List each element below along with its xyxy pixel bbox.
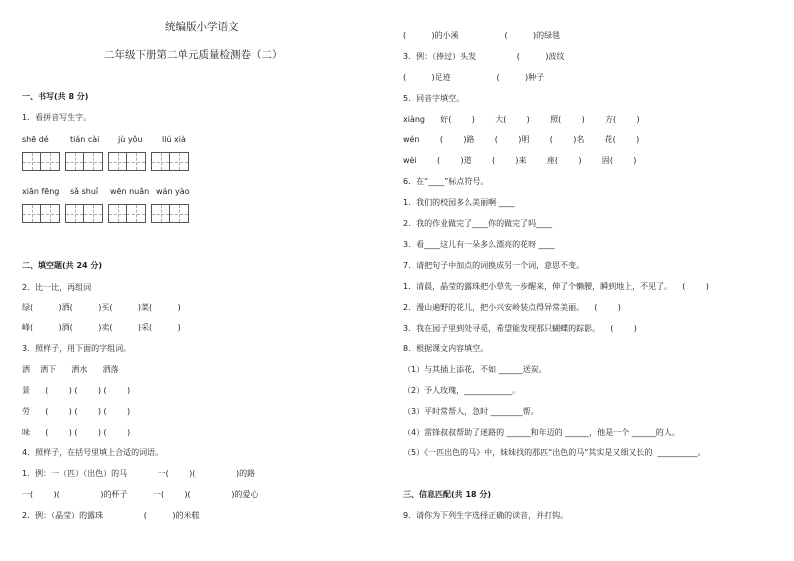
question-2: 2．比一比，再组词 (22, 283, 92, 292)
q5-row-3[interactable]: wèi ( )道 ( )来 座( ) 固( ) (403, 156, 637, 165)
q5-row-1[interactable]: xiàng 好( ) 大( ) 照( ) 方( ) (403, 115, 640, 124)
section-writing: 一、书写(共 8 分) (22, 92, 89, 101)
q4-row[interactable]: 一( )( )的杯子 一( )( )的爱心 (22, 490, 259, 499)
question-1: 1．看拼音写生字。 (22, 113, 92, 122)
r-row-3[interactable]: ( )足迹 ( )种子 (403, 73, 545, 82)
writing-box[interactable] (108, 152, 146, 171)
pinyin-label: tián cài (70, 135, 100, 144)
question-8: 8．根据课文内容填空。 (403, 344, 489, 353)
q4-example-2[interactable]: 2．例：（晶莹）的露珠 ( )的米糕 (22, 511, 200, 520)
q3-example: 洒 洒下 洒水 洒落 (22, 365, 119, 374)
writing-box[interactable] (22, 204, 60, 223)
question-4: 4．照样子，在括号里填上合适的词语。 (22, 448, 164, 457)
question-5: 5．同音字填空。 (403, 94, 465, 103)
r-row-2[interactable]: 3．例：（捧过）头发 ( )波纹 (403, 52, 565, 61)
q8-item-4[interactable]: （4）雷锋叔叔帮助了迷路的 ______和年迈的 ______，他是一个 ______的人。 (403, 428, 680, 437)
pinyin-label: wēn nuǎn (110, 187, 150, 196)
q6-item-3[interactable]: 3．看____这儿有一朵多么漂亮的花呀 ____ (403, 240, 555, 249)
pinyin-label: xiān fēng (22, 187, 60, 196)
question-9: 9．请你为下列生字选择正确的读音，并打钩。 (403, 511, 569, 520)
q2-row-1[interactable]: 绿( )洒( )买( )菜( ) (22, 303, 181, 312)
q7-item-2[interactable]: 2．漫山遍野的花儿，把小兴安岭装点得异常美丽。 ( ) (403, 303, 621, 312)
q6-item-2[interactable]: 2．我的作业做完了____你的做完了吗____ (403, 219, 553, 228)
q8-item-1[interactable]: （1）与其插上添花，不如 ______送炭。 (403, 365, 547, 374)
writing-box[interactable] (108, 204, 146, 223)
pinyin-label: shē dé (22, 135, 49, 144)
r-row-1[interactable]: ( )的小溪 ( )的绿毯 (403, 31, 561, 40)
question-6: 6．在“____”标点符号。 (403, 177, 489, 186)
pinyin-label: jù yǒu (118, 135, 143, 144)
q7-item-3[interactable]: 3．我在园子里到处寻觅，希望能发现那只蝴蝶的踪影。 ( ) (403, 324, 637, 333)
doc-title-line1: 统编版小学语文 (165, 21, 239, 33)
question-7: 7．请把句子中加点的词换成另一个词，意思不变。 (403, 261, 585, 270)
section-fill-blank: 二、填空题(共 24 分) (22, 261, 103, 270)
q2-row-2[interactable]: 峰( )酒( )卖( )采( ) (22, 323, 181, 332)
section-matching: 三、信息匹配(共 18 分) (403, 490, 492, 499)
writing-box[interactable] (65, 204, 103, 223)
doc-title-line2: 二年级下册第二单元质量检测卷（二） (104, 49, 283, 61)
q5-row-2[interactable]: wén ( )路 ( )明 ( )名 花( ) (403, 135, 640, 144)
writing-grid-row-2 (22, 204, 194, 223)
q3-row-3[interactable]: 味 ( ) ( ) ( ) (22, 428, 131, 437)
q4-example-1[interactable]: 1．例：一（匹）（出色）的马 一( )( )的路 (22, 469, 256, 478)
q8-item-5[interactable]: （5）《一匹出色的马》中，妹妹找的那匹“出色的马”其实是又细又长的 __________。 (403, 448, 706, 457)
question-3: 3．照样子，用下面的字组词。 (22, 344, 132, 353)
writing-box[interactable] (22, 152, 60, 171)
q8-item-3[interactable]: （3）平时常帮人，急时 ________帮。 (403, 407, 539, 416)
q3-row-2[interactable]: 劳 ( ) ( ) ( ) (22, 407, 131, 416)
q3-row-1[interactable]: 景 ( ) ( ) ( ) (22, 386, 131, 395)
writing-box[interactable] (151, 152, 189, 171)
pinyin-label: liú xià (162, 135, 186, 144)
writing-grid-row-1 (22, 152, 194, 171)
writing-box[interactable] (151, 204, 189, 223)
writing-box[interactable] (65, 152, 103, 171)
pinyin-label: sǎ shuǐ (70, 187, 99, 196)
q7-item-1[interactable]: 1．清晨，晶莹的露珠把小草先一步醒来，伸了个懒腰，瞬到地上，不见了。 ( ) (403, 282, 709, 291)
q6-item-1[interactable]: 1．我们的校园多么美丽啊 ____ (403, 198, 515, 207)
pinyin-label: wán yào (156, 187, 190, 196)
q8-item-2[interactable]: （2）予人玫瑰，____________。 (403, 386, 521, 395)
